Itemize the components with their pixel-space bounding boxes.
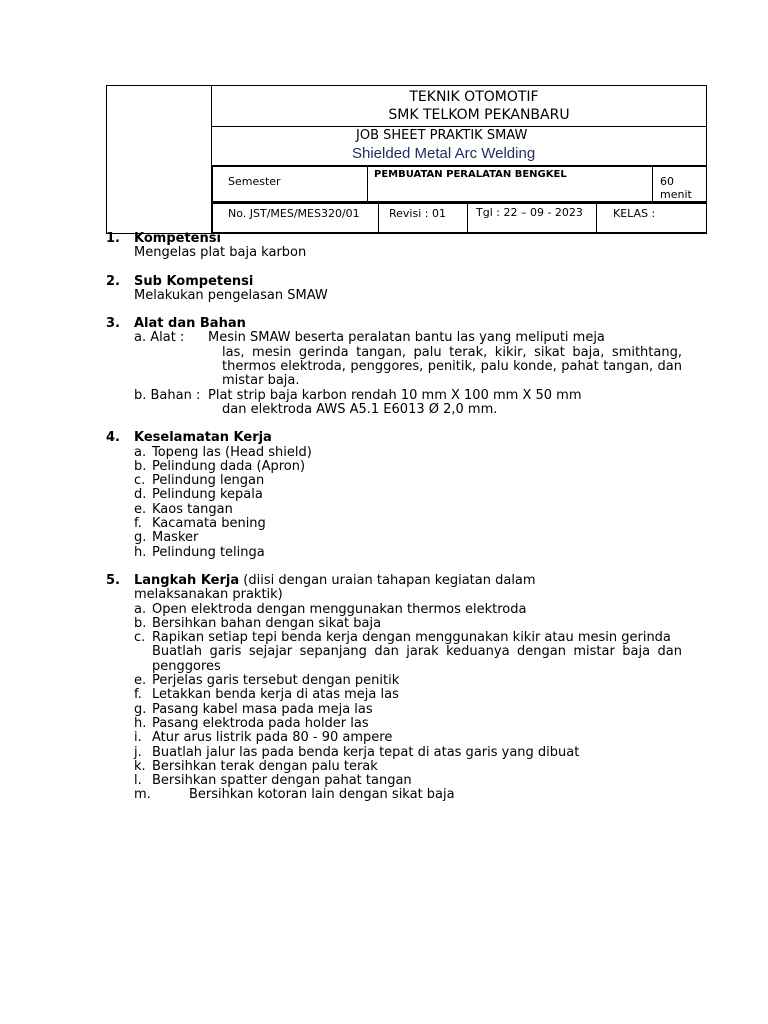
item-label: a. [134, 601, 147, 617]
item-text: Bersihkan kotoran lain dengan sikat baja [189, 787, 455, 803]
item-text: Pelindung dada (Apron) [152, 458, 306, 474]
section-title: Langkah Kerja [134, 572, 240, 588]
item-text: Pelindung telinga [152, 544, 265, 560]
item-text: Masker [152, 530, 199, 546]
list-item [134, 746, 682, 760]
item-label: b. [134, 458, 147, 474]
item-label: a. [134, 444, 147, 460]
steps-list [106, 603, 682, 789]
section-title: Alat dan Bahan [134, 316, 246, 332]
item-label: f. [134, 687, 142, 703]
item-text: Kacamata bening [152, 516, 266, 532]
item-text: Atur arus listrik pada 80 - 90 ampere [152, 730, 393, 746]
item-text: Bersihkan bahan dengan sikat baja [152, 615, 382, 631]
list-item [134, 517, 682, 531]
topic-label: PEMBUATAN PERALATAN BENGKEL [368, 167, 653, 202]
bahan-rest: dan elektroda AWS A5.1 E6013 Ø 2,0 mm. [222, 401, 498, 417]
semester-label: Semester [213, 167, 368, 202]
item-text: Open elektroda dengan menggunakan thermos elektroda [152, 601, 527, 617]
item-text: Buatlah jalur las pada benda kerja tepat di atas garis yang dibuat [152, 744, 580, 760]
item-label: e. [134, 673, 147, 689]
item-label: e. [134, 501, 147, 517]
section-note-cont: melaksanakan praktik) [134, 587, 283, 603]
item-label: h. [134, 715, 147, 731]
item-label [134, 645, 152, 674]
item-text: Pasang kabel masa pada meja las [152, 701, 373, 717]
section-title: Kompetensi [134, 231, 221, 246]
item-text: Pelindung lengan [152, 473, 265, 489]
list-item [134, 645, 682, 674]
item-text: Topeng las (Head shield) [152, 444, 312, 460]
list-item [134, 731, 682, 745]
item-text: Bersihkan terak dengan palu terak [152, 758, 378, 774]
duration-label: 60 menit [653, 167, 707, 202]
list-item [134, 631, 682, 645]
list-item [134, 446, 682, 460]
revision: Revisi : 01 [379, 204, 468, 233]
section-title: Sub Kompetensi [134, 273, 254, 289]
item-text: Pasang elektroda pada holder las [152, 715, 369, 731]
list-item [134, 531, 682, 545]
item-label: k. [134, 758, 146, 774]
section-title: Keselamatan Kerja [134, 430, 272, 446]
section-kompetensi [106, 232, 682, 261]
section-alat-bahan [106, 317, 682, 417]
school-title-cell [212, 86, 707, 127]
list-item [134, 474, 682, 488]
class-label: KELAS : [597, 204, 707, 233]
school-line2: SMK TELKOM PEKANBARU [388, 107, 570, 123]
section-number: 4. [106, 430, 120, 446]
list-item [106, 788, 682, 802]
section-number: 2. [106, 273, 120, 289]
section-note: (diisi dengan uraian tahapan kegiatan dalam [243, 572, 536, 588]
list-item [134, 503, 682, 517]
item-label: i. [134, 730, 142, 746]
item-text: Pelindung kepala [152, 487, 263, 503]
item-text: Bersihkan spatter dengan pahat tangan [152, 773, 412, 789]
jobsheet-title: JOB SHEET PRAKTIK SMAW [356, 128, 528, 143]
bahan-line1: Plat strip baja karbon rendah 10 mm X 100 mm X 50 mm [208, 387, 582, 403]
item-label: m. [134, 787, 151, 803]
semester-row [212, 166, 707, 203]
list-item [134, 688, 682, 702]
section-number: 1. [106, 231, 120, 246]
doc-info-row [212, 203, 707, 234]
item-label: l. [134, 773, 142, 789]
item-label: f. [134, 516, 142, 532]
list-item [134, 703, 682, 717]
item-text: Kaos tangan [152, 501, 233, 517]
list-item [134, 488, 682, 502]
school-line1: TEKNIK OTOMOTIF [409, 89, 539, 105]
alat-rest: las, mesin gerinda tangan, palu terak, kikir, sikat baja, smithtang, thermos elektroda, penggores, penitik, palu konde, pahat tangan, dan mistar baja. [222, 344, 682, 389]
header-table [106, 85, 707, 234]
date: Tgl : 22 – 09 - 2023 [468, 204, 597, 233]
item-text: Letakkan benda kerja di atas meja las [152, 687, 399, 703]
item-label: g. [134, 530, 147, 546]
alat-label: a. Alat : [134, 330, 185, 346]
list-item [134, 760, 682, 774]
alat-line1: Mesin SMAW beserta peralatan bantu las yang meliputi meja [208, 330, 605, 346]
item-text: Perjelas garis tersebut dengan penitik [152, 673, 400, 689]
item-label: c. [134, 630, 146, 646]
section-text: Melakukan pengelasan SMAW [134, 287, 328, 303]
bahan-label: b. Bahan : [134, 387, 201, 403]
list-item [134, 546, 682, 560]
item-label: h. [134, 544, 147, 560]
jobsheet-title-cell [212, 127, 707, 166]
logo-cell [107, 86, 212, 234]
item-text: Rapikan setiap tepi benda kerja dengan menggunakan kikir atau mesin gerinda [152, 630, 671, 646]
safety-list [106, 446, 682, 560]
section-sub-kompetensi [106, 275, 682, 304]
list-item [134, 603, 682, 617]
item-label: j. [134, 744, 142, 760]
list-item [134, 674, 682, 688]
section-number: 3. [106, 316, 120, 332]
section-text: Mengelas plat baja karbon [134, 245, 307, 261]
section-number: 5. [106, 572, 120, 588]
list-item [134, 717, 682, 731]
item-label: b. [134, 615, 147, 631]
jobsheet-subtitle: Shielded Metal Arc Welding [352, 145, 536, 162]
doc-number: No. JST/MES/MES320/01 [213, 204, 379, 233]
section-langkah [106, 574, 682, 803]
item-text: Buatlah garis sejajar sepanjang dan jarak keduanya dengan mistar baja dan penggores [152, 644, 682, 674]
item-label: d. [134, 487, 147, 503]
list-item [134, 460, 682, 474]
list-item [134, 774, 682, 788]
list-item [134, 617, 682, 631]
item-label: g. [134, 701, 147, 717]
section-keselamatan [106, 431, 682, 560]
content [106, 232, 682, 817]
item-label: c. [134, 473, 146, 489]
